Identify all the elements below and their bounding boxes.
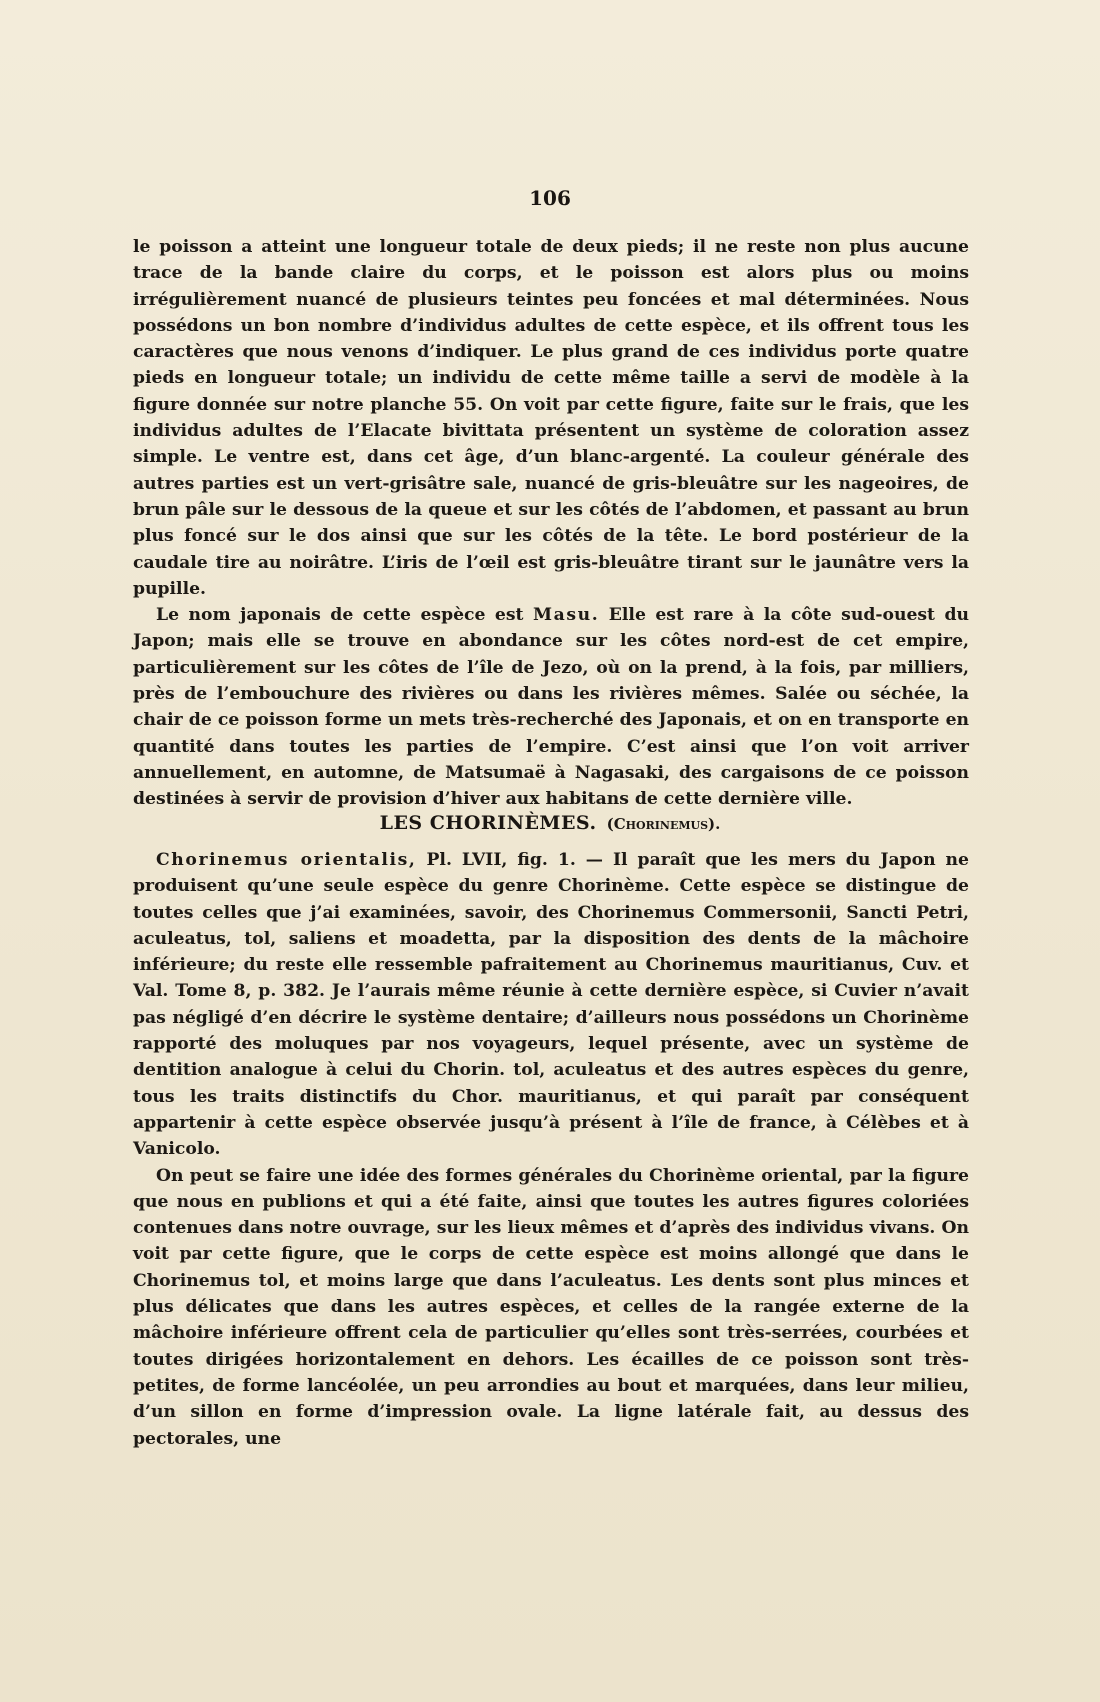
paragraph-japanese-name	[133, 602, 969, 812]
paragraph-text: Le nom japonais de cette espèce est	[156, 605, 533, 626]
text-block-top	[133, 234, 969, 813]
page-number: 106	[529, 186, 571, 210]
paragraph-text: Elle est rare à la côte sud-ouest du Japon; mais elle se trouve en abondance sur les côtes nord-est de cet empire, particulièrement sur les côtes de l’île de Jezo, où on la prend, à la fois, par milliers, près de l’embouchure des rivières ou dans les rivières mêmes. Salée ou séchée, la chair de ce poisson forme un mets très-recherché des Japonais, et on en transporte en quantité dans toutes les parties de l’empire. C’est ainsi que l’on voit arriver annuellement, en automne, de Matsumaë à Nagasaki, des cargaisons de ce poisson destinées à servir de provision d’hiver aux habitans de cette dernière ville.	[133, 605, 969, 810]
paragraph-general-forms: On peut se faire une idée des formes générales du Chorinème oriental, par la figure que nous en publions et qui a été faite, ainsi que toutes les autres figures coloriées contenues dans notre ouvrage, sur les lieux mêmes et d’après des individus vivans. On voit par cette figure, que le corps de cette espèce est moins allongé que dans le Chorinemus tol, et moins large que dans l’aculeatus. Les dents sont plus minces et plus délicates que dans les autres espèces, et celles de la rangée externe de la mâchoire inférieure offrent cela de particulier qu’elles sont très-serrées, courbées et toutes dirigées horizontalement en dehors. Les écailles de ce poisson sont très-petites, de forme lancéolée, un peu arrondies au bout et marquées, dans leur milieu, d’un sillon en forme d’impression ovale. La ligne latérale fait, au dessus des pectorales, une	[133, 1165, 969, 1449]
paragraph-elacate-description: le poisson a atteint une longueur totale de deux pieds; il ne reste non plus aucune trace de la bande claire du corps, et le poisson est alors plus ou moins irrégulièrement nuancé de plusieurs teintes peu foncées et mal déterminées. Nous possédons un bon nombre d’individus adultes de cette espèce, et ils offrent tous les caractères que nous venons d’indiquer. Le plus grand de ces individus porte quatre pieds en longueur totale; un individu de cette même taille a servi de modèle à la figure donnée sur notre planche 55. On voit par cette figure, faite sur le frais, que les individus adultes de l’Elacate bivittata présentent un système de coloration assez simple. Le ventre est, dans cet âge, d’un blanc-argenté. La couleur générale des autres parties est un vert-grisâtre sale, nuancé de gris-bleuâtre sur les nageoires, de brun pâle sur le dessous de la queue et sur les côtés de l’abdomen, et passant au brun plus foncé sur le dos ainsi que sur les côtés de la tête. Le bord postérieur de la caudale tire au noirâtre. L’iris de l’œil est gris-bleuâtre tirant sur le jaunâtre vers la pupille.	[133, 237, 969, 599]
section-latin-name: (Chorinemus).	[606, 815, 721, 833]
section-title: LES CHORINÈMES.	[379, 812, 597, 834]
species-name: Chorinemus orientalis,	[156, 850, 417, 870]
section-heading	[0, 812, 1100, 834]
paragraph-chorinemus-orientalis	[133, 847, 969, 1163]
paragraph-text: Pl. LVII, fig. 1. — Il paraît que les mers du Japon ne produisent qu’une seule espèce du genre Chorinème. Cette espèce se distingue de toutes celles que j’ai examinées, savoir, des Chorinemus Commersonii, Sancti Petri, aculeatus, tol, saliens et moadetta, par la disposition des dents de la mâchoire inférieure; du reste elle ressemble pafraitement au Chorinemus mauritianus, Cuv. et Val. Tome 8, p. 382. Je l’aurais même réunie à cette dernière espèce, si Cuvier n’avait pas négligé d’en décrire le système dentaire; d’ailleurs nous possédons un Chorinème rapporté des moluques par nos voyageurs, lequel présente, avec un système de dentition analogue à celui du Chorin. tol, aculeatus et des autres espèces du genre, tous les traits distinctifs du Chor. mauritianus, et qui paraît par conséquent appartenir à cette espèce observée jusqu’à présent à l’île de france, à Célèbes et à Vanicolo.	[133, 850, 969, 1160]
japanese-name: Masu.	[532, 605, 600, 626]
text-block-bottom	[133, 847, 969, 1452]
